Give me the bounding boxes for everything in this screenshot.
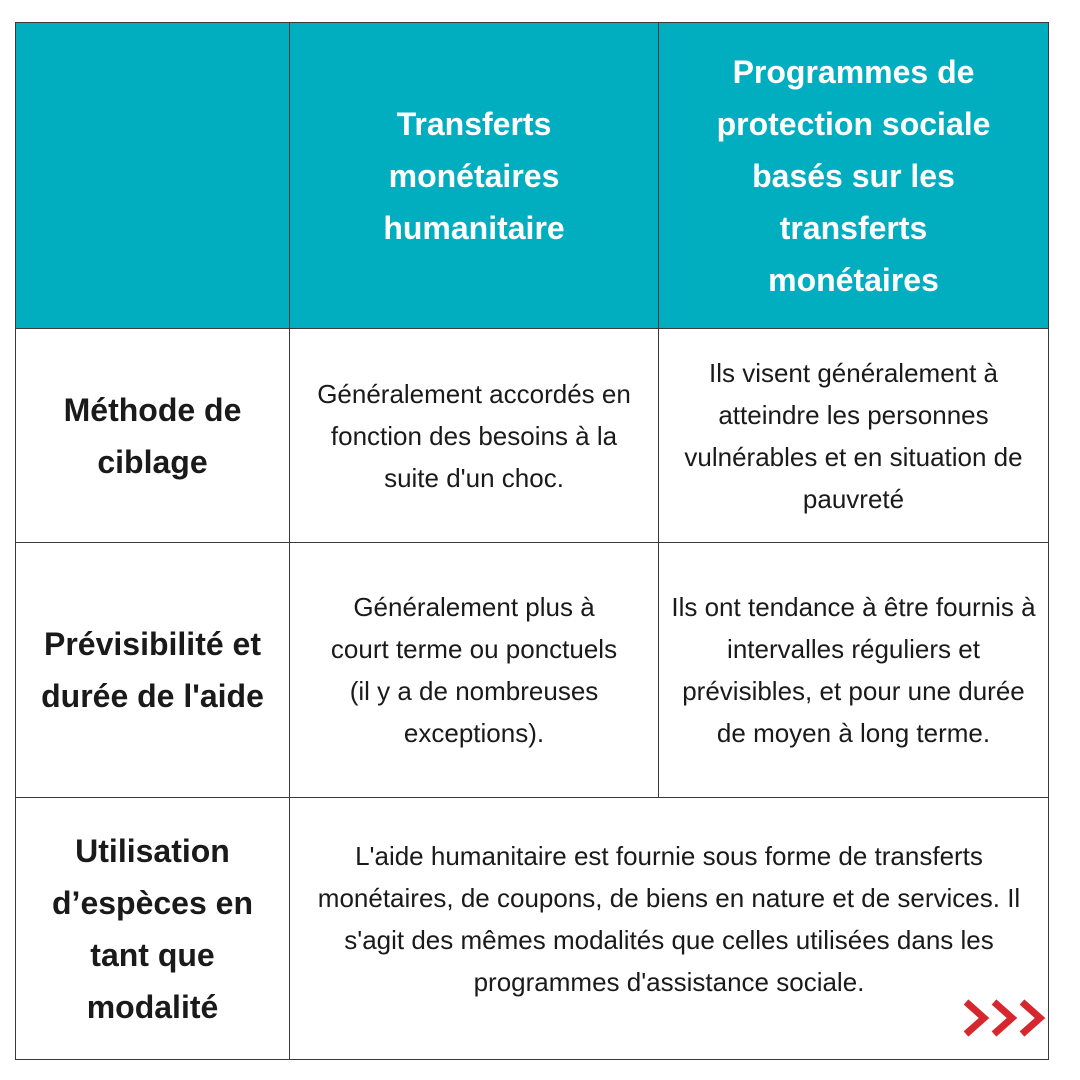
row-label-targeting [16, 329, 290, 543]
row-label-cash-modality [16, 798, 290, 1060]
cell-targeting-humanitarian [290, 329, 659, 543]
header-social-protection-programs [659, 23, 1049, 329]
row-label-text: Méthode de ciblage [63, 391, 242, 480]
table-row [16, 329, 1049, 543]
cell-text: Ils visent généralement à atteindre les personnes vulnérables et en situation de pauvreté [684, 357, 1023, 514]
row-label-text: Prévisibilité et durée de l'aide [41, 626, 264, 714]
comparison-table [15, 22, 1049, 1060]
triple-chevron-right-icon[interactable] [962, 996, 1050, 1040]
cell-text: Généralement plus à court terme ou ponctuels (il y a de nombreuses exceptions). [330, 592, 618, 748]
cell-text: Ils ont tendance à être fournis à intervalles réguliers et prévisibles, et pour une durée de moyen à long terme. [671, 592, 1036, 748]
header-col1-text: Transferts monétaires humanitaire [383, 105, 565, 246]
chevron-right-icon [994, 1002, 1012, 1034]
row-label-predictability [16, 543, 290, 798]
cell-cash-modality-merged [290, 798, 1049, 1060]
table-row [16, 543, 1049, 798]
cell-targeting-social-protection [659, 329, 1049, 543]
cell-predictability-social-protection [659, 543, 1049, 798]
chevron-right-icon [966, 1002, 984, 1034]
chevron-right-icon [1022, 1002, 1040, 1034]
header-humanitarian-cash-transfers [290, 23, 659, 329]
table-row [16, 798, 1049, 1060]
cell-predictability-humanitarian [290, 543, 659, 798]
cell-text: Généralement accordés en fonction des besoins à la suite d'un choc. [317, 378, 631, 493]
header-corner-cell [16, 23, 290, 329]
row-label-text: Utilisation d’espèces en tant que modalité [52, 832, 253, 1025]
header-row [16, 23, 1049, 329]
merged-cell-text: L'aide humanitaire est fournie sous forme de transferts monétaires, de coupons, de biens en nature et de services. Il s'agit des mêmes modalités que celles utilisées dans les programmes d'assistance sociale. [317, 840, 1021, 997]
header-col2-text: Programmes de protection sociale basés sur les transferts monétaires [716, 53, 991, 298]
